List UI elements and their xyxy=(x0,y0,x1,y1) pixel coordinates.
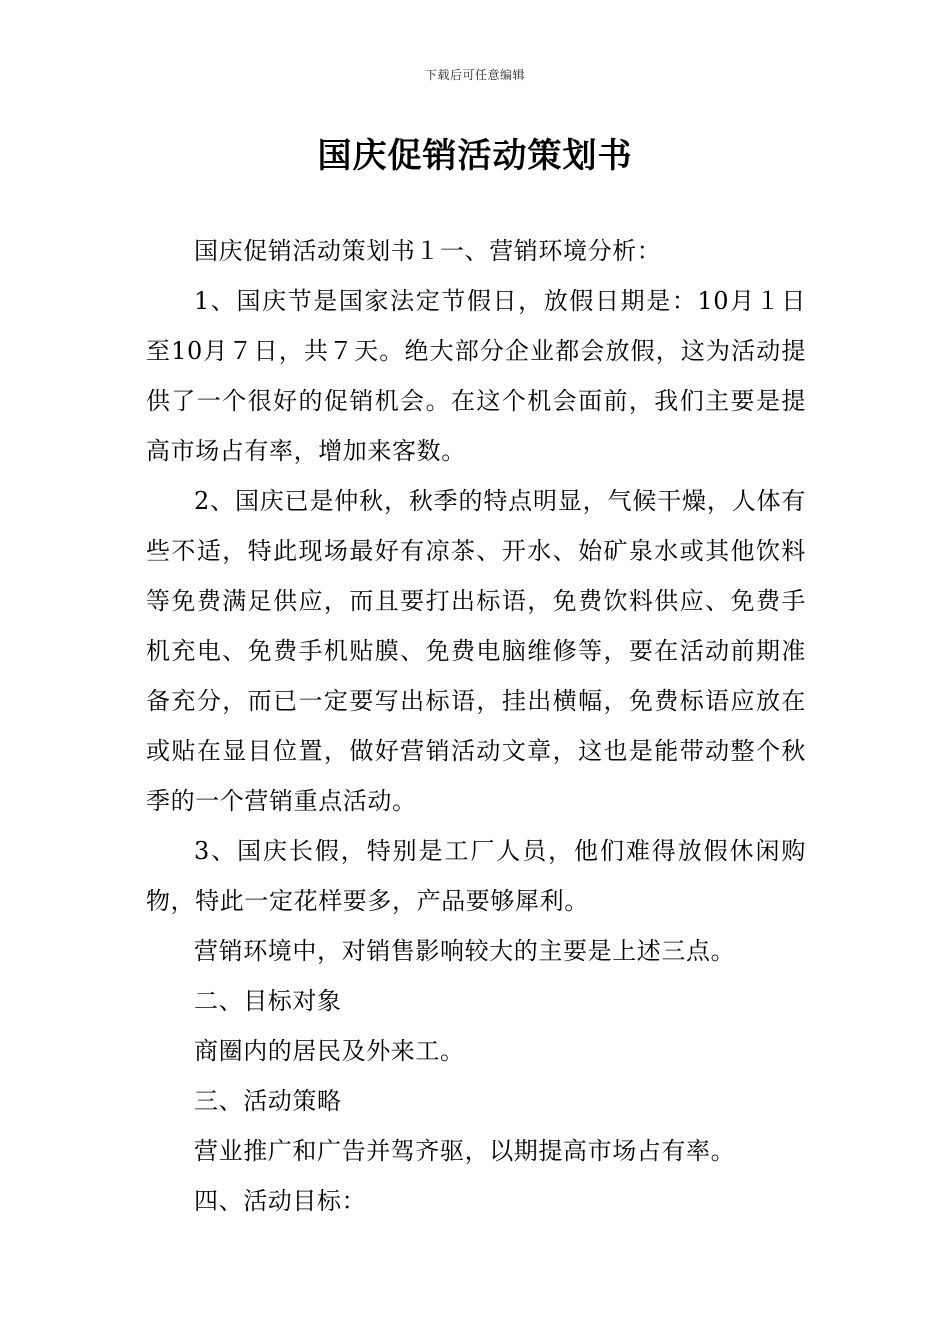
paragraph-point-2: 2、国庆已是仲秋，秋季的特点明显，气候干燥，人体有些不适，特此现场最好有凉茶、开水、始矿泉水或其他饮料等免费满足供应，而且要打出标语，免费饮料供应、免费手机充电、免费手机贴膜、免费电脑维修等，要在活动前期准备充分，而已一定要写出标语，挂出横幅，免费标语应放在或贴在显目位置，做好营销活动文章，这也是能带动整个秋季的一个营销重点活动。 xyxy=(146,487,806,815)
paragraph-summary: 营销环境中，对销售影响较大的主要是上述三点。 xyxy=(194,937,736,965)
document-title: 国庆促销活动策划书 xyxy=(317,136,633,176)
header-note: 下载后可任意编辑 xyxy=(424,68,525,82)
paragraph-target: 商圈内的居民及外来工。 xyxy=(194,1037,465,1065)
paragraph-point-3: 3、国庆长假，特别是工厂人员，他们难得放假休闲购物，特此一定花样要多，产品要够犀利。 xyxy=(146,837,806,915)
section-heading-target: 二、目标对象 xyxy=(194,987,342,1015)
paragraph-intro: 国庆促销活动策划书１一、营销环境分析： xyxy=(194,237,662,265)
paragraph-point-1: 1、国庆节是国家法定节假日，放假日期是：10月１日至10月７日，共７天。绝大部分企业都会放假，这为活动提供了一个很好的促销机会。在这个机会面前，我们主要是提高市场占有率，增加来客数。 xyxy=(146,287,806,465)
section-heading-strategy: 三、活动策略 xyxy=(194,1087,342,1115)
section-heading-goal: 四、活动目标： xyxy=(194,1187,367,1215)
paragraph-strategy: 营业推广和广告并驾齐驱，以期提高市场占有率。 xyxy=(194,1137,736,1165)
document-body xyxy=(146,226,806,1226)
